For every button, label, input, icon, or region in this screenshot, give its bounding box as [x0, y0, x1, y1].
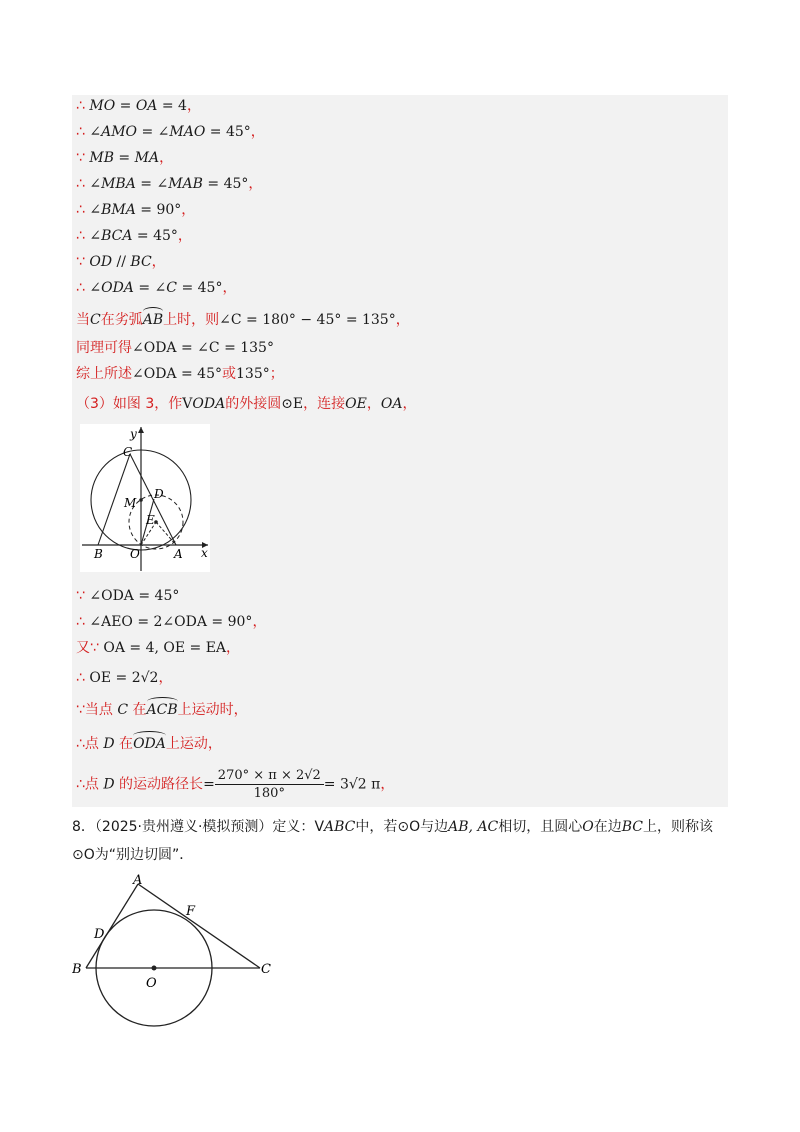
y-axis-arrow	[138, 427, 144, 433]
solution-line-7: ∵ OD // BC，	[76, 254, 166, 270]
solution-line-16: ∴ OE = 2√2，	[76, 670, 173, 686]
solution-line-5: ∴ ∠BMA = 90°，	[76, 202, 196, 218]
triangle-symbol: V	[314, 819, 325, 835]
solution-line-14: ∴ ∠AEO = 2∠ODA = 90°，	[76, 614, 267, 630]
label-a: A	[174, 547, 183, 561]
label-c: C	[261, 962, 271, 977]
solution-line-2: ∴ ∠AMO = ∠MAO = 45°，	[76, 124, 265, 140]
solution-line-13: ∵ ∠ODA = 45°	[76, 588, 180, 604]
solution-line-18: ∴点 D 在ODA上运动，	[76, 736, 222, 752]
solution-line-12: （3）如图 3，作VODA的外接圆⊙E，连接OE，OA，	[76, 396, 417, 412]
segment-ca	[130, 454, 176, 545]
label-d: D	[94, 927, 105, 942]
arc-acb: ACB	[146, 702, 178, 718]
label-b: B	[94, 547, 103, 561]
label-o: O	[130, 547, 140, 561]
point-m	[139, 498, 143, 502]
arc-oda: ODA	[133, 736, 166, 752]
figure-3-diagram	[80, 424, 210, 572]
problem-8-line-1: 8．（2025·贵州遵义·模拟预测）定义：VABC中，若⊙O与边AB, AC相切，且圆心O在边BC上，则称该	[72, 819, 714, 835]
label-o: O	[146, 976, 157, 991]
solution-line-9: 当C在劣弧AB上时，则∠C = 180° − 45° = 135°，	[76, 312, 410, 328]
solution-line-8: ∴ ∠ODA = ∠C = 45°，	[76, 280, 237, 296]
label-y: y	[130, 427, 137, 441]
triangle-symbol: V	[182, 396, 193, 412]
solution-line-6: ∴ ∠BCA = 45°，	[76, 228, 192, 244]
solution-line-1: ∴ MO = OA = 4，	[76, 98, 201, 114]
figure-8	[72, 870, 282, 1030]
point-o	[152, 966, 157, 971]
label-b: B	[72, 962, 82, 977]
solution-line-4: ∴ ∠MBA = ∠MAB = 45°，	[76, 176, 263, 192]
problem-8-line-2: ⊙O为“别边切圆”．	[72, 847, 194, 863]
solution-block	[72, 95, 728, 807]
label-a: A	[133, 873, 143, 888]
figure-3	[80, 424, 210, 572]
solution-line-10: 同理可得∠ODA = ∠C = 135°	[76, 340, 274, 356]
solution-line-15: 又∵ OA = 4, OE = EA，	[76, 640, 241, 656]
solution-line-3: ∵ MB = MA，	[76, 150, 174, 166]
label-d: D	[154, 487, 164, 501]
minor-arc-ab: AB	[142, 312, 164, 328]
label-m: M	[124, 496, 137, 510]
solution-line-17: ∵当点 C 在ACB上运动时，	[76, 702, 248, 718]
label-c: C	[123, 445, 133, 459]
segment-ba	[86, 884, 138, 968]
figure-8-diagram	[72, 870, 282, 1030]
label-x: x	[201, 546, 208, 560]
solution-line-11: 综上所述∠ODA = 45°或135°；	[76, 366, 284, 382]
label-f: F	[186, 904, 196, 919]
solution-line-19: ∴点 D 的运动路径长= $\frac{270^\circ \times \pi \times 2√2}{180^\circ}$ = 3√2 π，	[76, 768, 395, 801]
path-length-fraction: $\frac{270^\circ \times \pi \times 2√2}{180^\circ}$	[215, 767, 324, 802]
label-e: E	[146, 513, 155, 527]
segment-ac	[138, 884, 260, 968]
